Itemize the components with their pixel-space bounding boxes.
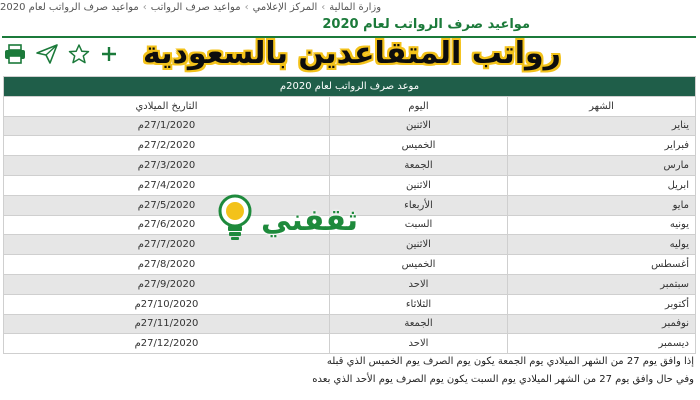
table-row bbox=[4, 255, 696, 275]
table-row bbox=[4, 136, 696, 156]
cell-day: الاحد bbox=[330, 334, 508, 354]
cell-day: الجمعة bbox=[330, 314, 508, 334]
note-line: إذا وافق يوم 27 من الشهر الميلادي يوم الجمعة يكون يوم الصرف يوم الخميس الذي قبله bbox=[326, 356, 694, 367]
breadcrumb-separator: › bbox=[244, 1, 249, 13]
cell-date: 27/4/2020م bbox=[4, 175, 330, 195]
cell-date: 27/2/2020م bbox=[4, 136, 330, 156]
cell-date: 27/11/2020م bbox=[4, 314, 330, 334]
table-caption-row bbox=[4, 77, 696, 97]
share-toolbar bbox=[4, 40, 124, 68]
breadcrumb-item: مواعيد صرف الرواتب لعام 2020 bbox=[0, 1, 139, 13]
cell-month: يناير bbox=[508, 116, 696, 136]
table-caption: موعد صرف الرواتب لعام 2020م bbox=[4, 77, 696, 97]
cell-month: ابريل bbox=[508, 175, 696, 195]
cell-date: 27/5/2020م bbox=[4, 195, 330, 215]
site-logo-watermark bbox=[215, 192, 375, 248]
page-title: مواعيد صرف الرواتب لعام 2020 bbox=[322, 17, 530, 32]
cell-date: 27/6/2020م bbox=[4, 215, 330, 235]
cell-date: 27/9/2020م bbox=[4, 274, 330, 294]
cell-day: الاثنين bbox=[330, 116, 508, 136]
table-row bbox=[4, 314, 696, 334]
cell-day: الاثنين bbox=[330, 235, 508, 255]
table-row bbox=[4, 116, 696, 136]
cell-day: الخميس bbox=[330, 136, 508, 156]
cell-month: يونيه bbox=[508, 215, 696, 235]
cell-date: 27/1/2020م bbox=[4, 116, 330, 136]
breadcrumb-item[interactable]: المركز الإعلامي bbox=[252, 1, 318, 13]
table-row bbox=[4, 156, 696, 176]
table-row bbox=[4, 274, 696, 294]
breadcrumb-item[interactable]: مواعيد صرف الرواتب bbox=[150, 1, 241, 13]
breadcrumb-item[interactable]: وزارة المالية bbox=[329, 1, 382, 13]
lightbulb-icon bbox=[215, 193, 255, 247]
header-month: الشهر bbox=[508, 96, 696, 116]
print-icon[interactable] bbox=[4, 44, 26, 64]
cell-day: الجمعة bbox=[330, 156, 508, 176]
cell-date: 27/10/2020م bbox=[4, 294, 330, 314]
breadcrumb bbox=[0, 0, 382, 14]
table-row bbox=[4, 294, 696, 314]
cell-month: ديسمبر bbox=[508, 334, 696, 354]
cell-month: يوليه bbox=[508, 235, 696, 255]
cell-date: 27/12/2020م bbox=[4, 334, 330, 354]
cell-month: سبتمبر bbox=[508, 274, 696, 294]
plus-icon[interactable] bbox=[100, 44, 118, 64]
breadcrumb-separator: › bbox=[142, 1, 147, 13]
star-icon[interactable] bbox=[68, 44, 90, 64]
cell-date: 27/8/2020م bbox=[4, 255, 330, 275]
header-date: التاريخ الميلادي bbox=[4, 96, 330, 116]
headline-banner: رواتب المتقاعدين بالسعودية bbox=[143, 36, 561, 71]
logo-text: ثقفني bbox=[261, 202, 359, 238]
cell-month: فبراير bbox=[508, 136, 696, 156]
cell-day: الاحد bbox=[330, 274, 508, 294]
cell-day: الأربعاء bbox=[330, 195, 508, 215]
share-icon[interactable] bbox=[36, 44, 58, 64]
cell-date: 27/3/2020م bbox=[4, 156, 330, 176]
cell-day: الخميس bbox=[330, 255, 508, 275]
cell-day: الاثنين bbox=[330, 175, 508, 195]
cell-month: أكتوبر bbox=[508, 294, 696, 314]
cell-month: مايو bbox=[508, 195, 696, 215]
cell-month: مارس bbox=[508, 156, 696, 176]
cell-month: أغسطس bbox=[508, 255, 696, 275]
cell-day: الثلاثاء bbox=[330, 294, 508, 314]
note-line: وفي حال وافق يوم 27 من الشهر الميلادي يوم السبت يكون يوم الصرف يوم الأحد الذي بعده bbox=[312, 374, 694, 385]
cell-date: 27/7/2020م bbox=[4, 235, 330, 255]
cell-month: نوفمبر bbox=[508, 314, 696, 334]
table-row bbox=[4, 334, 696, 354]
header-day: اليوم bbox=[330, 96, 508, 116]
table-header-row bbox=[4, 96, 696, 116]
cell-day: السبت bbox=[330, 215, 508, 235]
breadcrumb-separator: › bbox=[321, 1, 326, 13]
